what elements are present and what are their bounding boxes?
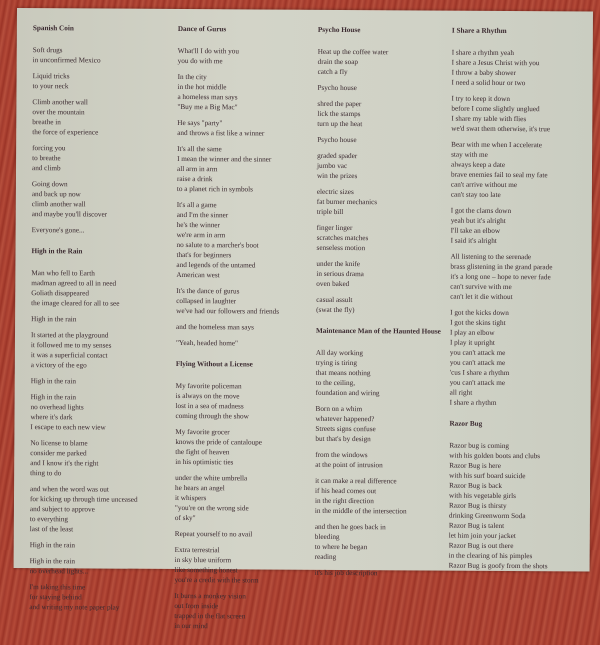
stanza (317, 83, 442, 94)
stanza (31, 376, 139, 387)
lyric-line: in the right direction (314, 496, 374, 506)
lyric-line: Goliath disappeared (31, 289, 89, 298)
lyric-line: and back up now (31, 190, 81, 199)
lyric-line: He says "party" (177, 118, 223, 128)
stanza (450, 252, 552, 303)
lyric-line: yeah but it's alright (450, 216, 506, 225)
lyric-line: jumbo vac (317, 161, 348, 171)
lyric-line: senseless motion (316, 243, 366, 253)
lyric-line: trying is tiring (315, 358, 358, 368)
song (32, 23, 141, 236)
stanza (31, 330, 139, 371)
stanza (32, 225, 140, 236)
lyric-line: I'll take an elbow (450, 226, 501, 235)
song-title: Spanish Coin (32, 24, 74, 33)
lyric-line: you can't attack me (449, 358, 506, 367)
lyric-line: collapsed in laughter (176, 296, 237, 306)
lyric-line: My favorite policeman (175, 381, 242, 391)
lyric-line: I try to keep it down (451, 94, 510, 104)
lyric-line: finger linger (316, 223, 353, 233)
lyric-line: brave enemies fail to seal my fate (450, 170, 548, 180)
lyric-line: out from inside (174, 601, 219, 611)
lyric-line: it was a superficial contact (30, 351, 108, 360)
lyric-line: trapped in the flat screen (174, 611, 246, 621)
song (449, 419, 552, 572)
lyric-line: we've had our followers and friends (176, 306, 280, 316)
lyric-line: you can't attack me (449, 348, 506, 357)
lyric-line: No license to blame (30, 439, 88, 448)
lyric-line: with his vegetable girls (449, 491, 516, 501)
lyric-line: at the point of intrusion (315, 460, 383, 470)
lyric-line: and throws a fist like a winner (177, 128, 265, 138)
lyric-line: we're arm in arm (176, 230, 226, 240)
lyric-line: Psycho house (317, 135, 357, 145)
lyric-line: Psycho house (317, 83, 357, 93)
lyric-line: you're a credit with the storm (174, 575, 259, 585)
stanza (451, 140, 553, 201)
column-1 (29, 23, 140, 624)
lyric-line: Man who fell to Earth (31, 269, 95, 278)
lyric-line: to a planet rich in symbols (176, 184, 253, 194)
lyric-line: Razor Bug is here (449, 461, 501, 470)
stanza (30, 556, 138, 577)
lyric-line: I got the clams down (450, 206, 512, 216)
lyric-line: consider me parked (30, 449, 87, 458)
column-3 (314, 25, 442, 590)
stanza (175, 473, 278, 524)
song (29, 246, 139, 613)
lyric-line: "Buy me a Big Mac" (177, 102, 238, 112)
lyric-line: Soft drugs (32, 46, 63, 55)
song-title: High in the Rain (31, 247, 83, 256)
song-title: Maintenance Man of the Haunted House (316, 326, 441, 336)
lyric-line: last of the least (29, 525, 74, 534)
lyric-line: over the mountain (32, 108, 85, 117)
lyric-line: I share a rhythm yeah (451, 48, 515, 58)
stanza (177, 72, 280, 113)
lyric-line: if his head comes out (315, 486, 377, 496)
lyric-line: I play it upright (449, 338, 495, 347)
lyric-line: lick the stamps (317, 109, 361, 119)
stanza (31, 268, 139, 309)
stanza (32, 97, 140, 138)
lyric-line: no salute to a marcher's boot (176, 240, 259, 250)
lyric-line: under the white umbrella (175, 473, 248, 483)
lyric-line: and I'm the sinner (176, 210, 229, 220)
lyric-line: from the windows (315, 450, 368, 460)
lyric-line: Razor bug is coming (449, 441, 510, 451)
stanza (452, 48, 554, 89)
lyric-line: scratches matches (316, 233, 369, 243)
lyric-line: you do with me (177, 56, 223, 66)
lyric-line: It started at the playground (30, 331, 109, 340)
stanza (451, 94, 553, 135)
stanza (33, 45, 141, 66)
lyric-line: for kicking up through time unceased (29, 495, 138, 504)
lyric-line: Razor Bug is goofy from the shots (448, 561, 548, 571)
stanza (177, 118, 280, 139)
stanza (315, 450, 440, 471)
song (174, 359, 279, 632)
lyric-line: I mean the winner and the sinner (177, 154, 272, 164)
lyric-line: where it's dark (30, 413, 73, 422)
stanza (317, 187, 442, 218)
lyric-line: casual assult (316, 295, 353, 305)
lyric-line: and writing my note paper play (29, 603, 120, 612)
lyric-line: I share my table with flies (451, 114, 527, 124)
lyric-line: under the knife (316, 259, 360, 269)
lyric-line: All listening to the serenade (450, 252, 532, 262)
lyric-line: "Yeah, headed home" (175, 338, 239, 348)
lyric-line: electric sizes (316, 187, 354, 197)
lyric-line: to breathe (32, 154, 61, 163)
column-4 (449, 26, 554, 583)
lyric-line: It's all a game (176, 200, 217, 210)
lyric-line: and maybe you'll discover (31, 210, 108, 219)
lyric-line: forcing you (32, 144, 66, 153)
stanza (315, 522, 440, 563)
lyric-line: American west (176, 270, 220, 280)
lyric-line: to where he began (314, 542, 368, 552)
lyric-line: always keep a date (451, 160, 506, 169)
lyric-line: and the homeless man says (176, 322, 254, 332)
lyric-line: it can make a real difference (315, 476, 397, 486)
stanza (175, 381, 278, 422)
stanza (175, 427, 278, 468)
lyric-line: is always on the move (175, 391, 240, 401)
lyric-line: High in the rain (31, 315, 77, 324)
lyric-line: Climb another wall (32, 98, 88, 107)
lyric-line: It's all the same (177, 144, 222, 154)
stanza (315, 404, 440, 445)
stanza (30, 484, 138, 535)
lyric-line: I play an elbow (450, 328, 495, 337)
lyric-line: Razor Bug is back (449, 481, 503, 490)
lyric-line: he's the winner (176, 220, 220, 230)
lyric-line: I share a rhythm (449, 398, 497, 407)
song (315, 326, 441, 579)
song-title: Flying Without a License (175, 359, 253, 369)
stanza (316, 259, 441, 290)
lyric-line: but that's by design (315, 434, 371, 444)
lyric-line: Everyone's gone... (31, 226, 85, 235)
lyric-line: I got the kicks down (450, 308, 509, 318)
lyric-line: High in the rain (30, 377, 77, 386)
lyric-line: Razor Bug is talent (448, 521, 505, 530)
lyric-line: drain the soap (317, 57, 359, 67)
stanza (315, 568, 440, 579)
lyric-line: reading (314, 552, 337, 561)
lyric-line: High in the rain (29, 557, 75, 566)
lyric-line: that's for beginners (176, 250, 232, 260)
lyric-line: climb another wall (31, 200, 86, 209)
lyric-line: graded spader (317, 151, 358, 161)
lyric-line: thing to do (30, 469, 62, 478)
lyric-line: and legends of the untamed (176, 260, 256, 270)
song (176, 24, 281, 349)
stanza (174, 591, 277, 632)
lyric-line: I throw a baby shower (451, 68, 516, 78)
stanza (30, 392, 138, 433)
lyric-line: What'll I do with you (177, 46, 239, 56)
lyric-line: It burns a monkey vision (174, 591, 246, 601)
lyric-line: the fight of heaven (175, 447, 230, 457)
lyric-line: it's a long one – hope to never fade (450, 272, 551, 282)
lyric-line: with his surf board suicide (449, 471, 526, 481)
stanza (174, 545, 277, 586)
stanza (32, 179, 140, 220)
lyric-line: to the ceiling, (315, 378, 356, 388)
stanza (449, 441, 552, 572)
stanza (30, 540, 138, 551)
stanza (32, 143, 140, 174)
lyric-line: we'd swat them otherwise, it's true (451, 124, 551, 134)
lyric-line: and I know it's the right (30, 459, 99, 468)
lyric-line: no overhead lights... (29, 567, 89, 576)
lyric-line: let him join your jacket (448, 531, 516, 541)
lyric-line: with his golden boots and clubs (449, 451, 541, 461)
stanza (450, 308, 553, 409)
lyric-line: all arm in arm (176, 164, 218, 174)
stanza (317, 99, 442, 130)
lyric-line: I got the skins tight (450, 318, 506, 327)
stanza (176, 286, 279, 317)
lyric-line: can't let it die without (450, 292, 513, 302)
lyric-line: whatever happened? (315, 414, 375, 424)
lyric-line: in the middle of the intersection (314, 506, 407, 516)
lyric-line: he hears an angel (175, 483, 225, 493)
lyric-line: Razor Bug is out there (448, 541, 514, 551)
lyric-line: coming through the show (175, 411, 249, 421)
lyric-line: "you're on the wrong side (174, 503, 249, 513)
lyric-line: Going down (31, 180, 68, 189)
lyrics-sheet (14, 8, 593, 631)
lyric-line: and subject to approve (29, 505, 95, 514)
lyric-line: for staying behind (29, 593, 82, 602)
lyric-line: lost in a sea of madness (175, 401, 244, 411)
lyric-line: like something honest (174, 565, 238, 575)
lyric-line: and when the word was out (30, 485, 109, 494)
lyric-line: Repeat yourself to no avail (174, 529, 253, 539)
lyric-line: in our mind (174, 621, 208, 631)
song-title: Psycho House (317, 25, 361, 35)
lyric-line: raise a drink (176, 174, 213, 184)
lyric-line: you can't attack me (449, 378, 506, 387)
lyric-line: I need a solid hour or two (451, 78, 526, 88)
lyric-line: breathe in (32, 118, 61, 127)
lyric-line: Bear with me when I accelerate (451, 140, 542, 150)
lyric-line: it followed me to my senses (30, 341, 112, 350)
lyric-line: in the hot middle (177, 82, 227, 92)
lyric-line: in unconfirmed Mexico (32, 56, 101, 65)
lyric-line: In the city (177, 72, 207, 82)
lyric-line: can't arrive without me (450, 180, 518, 190)
lyric-line: All day working (315, 348, 364, 358)
stanza (316, 348, 441, 399)
lyric-line: turn up the heat (317, 119, 363, 129)
lyric-line: (swat the fly) (316, 305, 355, 315)
lyric-line: and then he goes back in (314, 522, 386, 532)
lyric-line: madman agreed to all in need (31, 279, 117, 288)
song-title: I Share a Rhythm (451, 26, 507, 35)
lyric-line: to everything (29, 515, 69, 524)
lyric-line: I share a Jesus Christ with you (451, 58, 540, 68)
lyric-line: drinking Greenworm Soda (448, 511, 526, 521)
lyric-line: Heat up the coffee water (317, 47, 389, 57)
lyric-line: I said it's alright (450, 236, 497, 245)
lyric-line: I escape to each new view (30, 423, 106, 432)
lyric-line: It's the dance of gurus (176, 286, 240, 296)
stanza (176, 338, 279, 349)
lyric-line: catch a fly (317, 67, 348, 77)
stanza (451, 206, 553, 247)
lyric-line: that means nothing (315, 368, 371, 378)
lyric-line: Extra terrestrial (174, 545, 220, 555)
lyric-line: in the clearing of his pimples (448, 551, 533, 561)
lyric-line: to your neck (32, 82, 69, 91)
lyric-line: foundation and wiring (315, 388, 380, 398)
lyric-line: knows the pride of cantaloupe (175, 437, 262, 447)
lyric-line: Born on a whim (315, 404, 363, 414)
lyric-line: before I come slightly unglued (451, 104, 540, 114)
stanza (31, 314, 139, 325)
lyric-line: win the prizes (316, 171, 358, 181)
lyric-line: the image cleared for all to see (31, 299, 120, 308)
song-title: Razor Bug (449, 419, 483, 428)
lyric-line: a victory of the ego (30, 361, 87, 370)
stanza (316, 295, 441, 316)
lyric-line: can't stay too late (450, 190, 501, 199)
lyric-line: Streets signs confuse (315, 424, 376, 434)
lyric-line: triple bill (316, 207, 344, 216)
lyric-line: the force of experience (32, 128, 99, 137)
stanza (30, 438, 138, 479)
stanza (175, 529, 278, 540)
lyric-line: bleeding (314, 532, 340, 541)
lyric-line: High in the rain (29, 541, 76, 550)
stanza (29, 582, 137, 613)
stanza (317, 151, 442, 182)
stanza (32, 71, 140, 92)
lyric-line: brass glistening in the grand parade (450, 262, 553, 272)
stanza (315, 476, 440, 517)
song (316, 25, 443, 316)
stanza (318, 47, 443, 78)
lyric-line: My favorite grocer (175, 427, 230, 437)
lyric-line: in his optimistic ties (175, 457, 234, 467)
stanza (317, 223, 442, 254)
lyric-line: of sky" (174, 513, 196, 523)
lyric-line: fat burner mechanics (316, 197, 378, 207)
lyric-line: can't survive with me (450, 282, 512, 292)
stanza (178, 46, 281, 67)
stanza (177, 144, 280, 195)
lyric-line: shred the paper (317, 99, 362, 109)
lyric-line: in serious drama (316, 269, 364, 279)
lyric-line: it whispers (174, 493, 207, 503)
song (450, 26, 554, 409)
lyric-line: Liquid tricks (32, 72, 70, 81)
lyric-line: all right (449, 388, 473, 397)
lyric-line: Razor Bug is thirsty (448, 501, 507, 511)
lyric-line: stay with me (451, 150, 488, 159)
lyric-line: and climb (31, 164, 61, 173)
lyric-line: oven baked (316, 279, 350, 289)
lyric-line: it's his job description (314, 568, 378, 578)
stanza (176, 322, 279, 333)
lyric-line: I'm taking this time (29, 583, 86, 592)
lyric-line: 'cus I share a rhythm (449, 368, 510, 378)
stanza (176, 200, 279, 281)
song-title: Dance of Gurus (177, 24, 227, 34)
lyric-line: no overhead lights (30, 403, 84, 412)
stanza (317, 135, 442, 146)
lyric-line: High in the rain (30, 393, 76, 402)
lyric-line: in sky blue uniform (174, 555, 232, 565)
lyric-line: a homeless man says (177, 92, 238, 102)
